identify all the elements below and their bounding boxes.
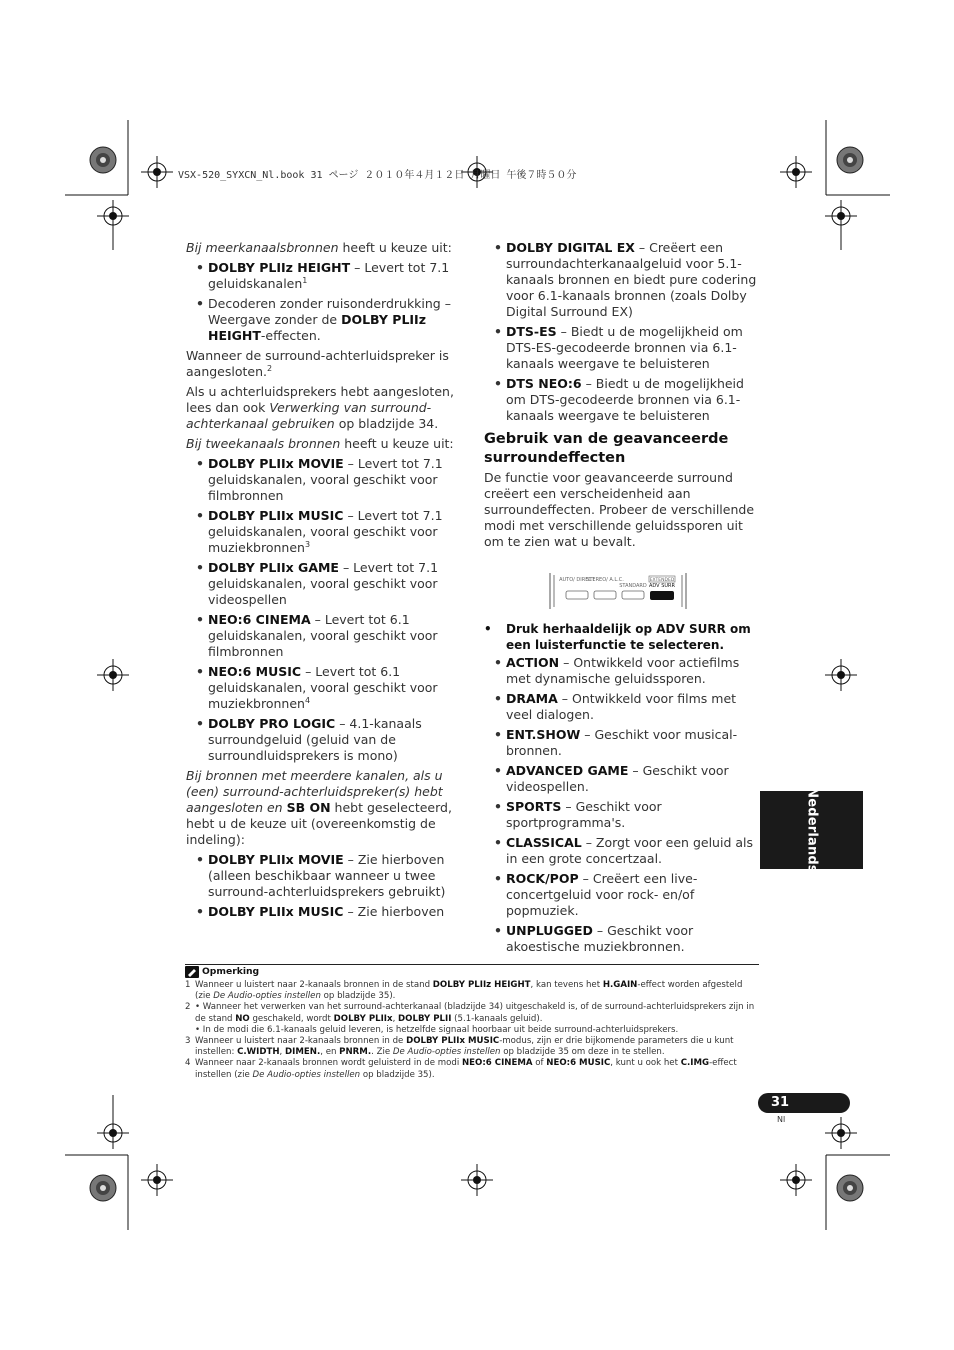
footnote-ref: 2 xyxy=(267,363,273,373)
paragraph xyxy=(186,240,458,256)
footnote xyxy=(185,1058,759,1080)
stereo-alc-button xyxy=(594,591,616,599)
panel-label: AUTO/ DIRECT xyxy=(559,577,595,583)
list-item xyxy=(484,691,758,723)
paragraph xyxy=(186,384,458,432)
page-language-code: Nl xyxy=(777,1115,786,1124)
list-item xyxy=(186,716,458,764)
list-item xyxy=(484,763,758,795)
footnote xyxy=(185,1036,759,1058)
list-item xyxy=(186,296,458,344)
list-item xyxy=(484,835,758,867)
step-text: Druk herhaaldelijk op ADV SURR om een luisterfunctie te selecteren. xyxy=(506,622,751,652)
list-item xyxy=(484,923,758,955)
language-tab-label: Nederlands xyxy=(804,787,819,873)
intro-text: heeft u keuze uit: xyxy=(340,436,454,451)
intro-text: heeft u keuze uit: xyxy=(338,240,452,255)
mode-name: DOLBY PRO LOGIC xyxy=(208,716,336,731)
mode-desc: – Levert tot 7.1 geluidskanalen xyxy=(208,260,450,291)
section-heading: Gebruik van de geavanceerde surroundeffecten xyxy=(484,431,729,466)
mode-desc: – Creëert een surroundachterkanaalgeluid voor 5.1-kanaals bronnen en biedt pure codering voor 6.1-kanaals bronnen (zoals Dolby Digital Surround EX) xyxy=(506,240,757,319)
paragraph xyxy=(186,436,458,452)
instruction-step xyxy=(484,621,758,653)
mode-desc: – Geschikt voor akoestische muziekbronnen. xyxy=(506,923,694,954)
mode-list xyxy=(186,260,458,344)
mode-desc: – Geschikt voor videospellen. xyxy=(506,763,729,794)
footnote-ref: 1 xyxy=(302,275,308,285)
mode-name: DOLBY PLIIx MUSIC xyxy=(208,904,344,919)
right-column xyxy=(484,240,758,554)
footnote-text: Wanneer u luistert naar 2-kanaals bronnen in de DOLBY PLIIx MUSIC-modus, zijn er drie bijkomende parameters die u kunt instellen: C.WIDTH, DIMEN., en PNRM.. Zie De Audio-opties instellen op bladzijde 35 om deze in te stellen. xyxy=(195,1036,734,1058)
footnote-text: • Wanneer het verwerken van het surround-achterkanaal (bladzijde 34) uitgeschakeld is, of de surround-achterluidsprekers zijn in de stand NO geschakeld, wordt DOLBY PLIIx, DOLBY PLII (5.1-kanaals geluid). • In de modi die 6.1-kanaals geluid leveren, is hetzelfde signaal hoorbaar uit beide surround-achterluidsprekers. xyxy=(195,1002,755,1035)
list-item xyxy=(186,664,458,712)
paragraph xyxy=(186,348,458,380)
notes-divider xyxy=(185,964,759,965)
footnote-text: Wanneer u luistert naar 2-kanaals bronnen in de stand DOLBY PLIIz HEIGHT, kan tevens het H.GAIN-effect worden afgesteld (zie De Audio-opties instellen op bladzijde 35). xyxy=(195,980,743,1002)
mode-name: SPORTS xyxy=(506,799,562,814)
mode-desc: – Zie hierboven (alleen beschikbaar wanneer u twee surround-achterluidsprekers gebruikt) xyxy=(208,852,446,899)
footnote-number: 3 xyxy=(185,1036,191,1047)
mode-desc: – Creëert een live-concertgeluid voor rock- en/of popmuziek. xyxy=(506,871,698,918)
footnote-number: 4 xyxy=(185,1058,191,1069)
mode-name: DTS-ES xyxy=(506,324,557,339)
adv-surr-button xyxy=(650,591,674,600)
right-column-lower xyxy=(484,621,758,959)
mode-desc: – Levert tot 6.1 geluidskanalen, vooral geschikt voor filmbronnen xyxy=(208,612,438,659)
mode-desc: – Zorgt voor een geluid als in een grote concertzaal. xyxy=(506,835,753,866)
front-panel-illustration xyxy=(548,573,688,609)
mode-name: DOLBY PLIIx MOVIE xyxy=(208,456,344,471)
adv-surround-mode-list xyxy=(484,655,758,955)
mode-name: DOLBY DIGITAL EX xyxy=(506,240,635,255)
panel-label: STEREO/ A.L.C. xyxy=(586,577,624,583)
list-item xyxy=(186,260,458,292)
mode-name: DOLBY PLIIz HEIGHT xyxy=(208,260,351,275)
mode-desc: Decoderen zonder ruisonderdrukking – Weergave zonder de xyxy=(208,296,451,327)
intro-italic: Bij bronnen met meerdere kanalen, als u (een) surround-achterluidspreker(s) hebt aangesloten en xyxy=(186,768,443,815)
list-item xyxy=(484,240,758,320)
mode-desc: – Biedt u de mogelijkheid om DTS-gecodeerde bronnen via 6.1-kanaals weergave te beluisteren xyxy=(506,376,744,423)
mode-list xyxy=(186,456,458,764)
intro-italic: Bij meerkanaalsbronnen xyxy=(186,240,339,255)
mode-name: DOLBY PLIIz HEIGHT xyxy=(208,312,426,343)
list-item xyxy=(484,799,758,831)
cross-ref: Verwerking van surround-achterkanaal gebruiken xyxy=(186,400,432,431)
mode-name: ADVANCED GAME xyxy=(506,763,629,778)
mode-name: DOLBY PLIIx MOVIE xyxy=(208,852,344,867)
mode-list xyxy=(484,240,758,424)
auto-direct-button xyxy=(566,591,588,599)
standard-button xyxy=(622,591,644,599)
footnote xyxy=(185,1002,759,1036)
mode-desc: – Geschikt voor sportprogramma's. xyxy=(506,799,662,830)
intro-text: hebt geselecteerd, hebt u de keuze uit (overeenkomstig de indeling): xyxy=(186,800,452,847)
mode-desc: – Biedt u de mogelijkheid om DTS-ES-gecodeerde bronnen via 6.1-kanaals weergave te beluisteren xyxy=(506,324,743,371)
intro-italic: Bij tweekanaals bronnen xyxy=(186,436,341,451)
list-item xyxy=(484,324,758,372)
footnote-number: 2 xyxy=(185,1002,191,1013)
list-item xyxy=(186,852,458,900)
list-item xyxy=(186,612,458,660)
mode-name: ENT.SHOW xyxy=(506,727,581,742)
left-column xyxy=(186,240,458,924)
mode-name: ROCK/POP xyxy=(506,871,579,886)
mode-name: NEO:6 CINEMA xyxy=(208,612,311,627)
mode-name: DTS NEO:6 xyxy=(506,376,582,391)
notes-title-text: Opmerking xyxy=(202,966,260,978)
para-text: Als u achterluidsprekers hebt aangesloten, lees dan ook xyxy=(186,384,454,415)
step-bullet: • xyxy=(484,622,492,636)
mode-desc: – Levert tot 6.1 geluidskanalen, vooral geschikt voor muziekbronnen xyxy=(208,664,438,711)
mode-desc: – Zie hierboven xyxy=(343,904,445,919)
list-item xyxy=(484,655,758,687)
mode-list xyxy=(186,852,458,920)
paragraph xyxy=(186,768,458,848)
list-item xyxy=(186,456,458,504)
list-item xyxy=(186,508,458,556)
panel-label: STANDARD xyxy=(619,583,647,589)
footnote-ref: 4 xyxy=(304,695,311,705)
mode-name: ACTION xyxy=(506,655,560,670)
mode-desc: – Levert tot 7.1 geluidskanalen, vooral geschikt voor muziekbronnen xyxy=(208,508,443,555)
list-item xyxy=(484,376,758,424)
print-header: VSX-520_SYXCN_Nl.book 31 ページ ２０１０年４月１２日 月曜日 午後７時５０分 xyxy=(178,170,577,181)
mode-desc: – Ontwikkeld voor actiefilms met dynamische geluidssporen. xyxy=(506,655,740,686)
mode-desc: – Geschikt voor musical-bronnen. xyxy=(506,727,738,758)
setting-name: SB ON xyxy=(286,800,331,815)
paragraph: De functie voor geavanceerde surround creëert een verscheidenheid aan surroundeffecten. Probeer de verschillende modi met verschillende geluidssporen uit om te zien wat u bevalt. xyxy=(484,470,755,549)
mode-desc: -effecten. xyxy=(260,328,321,343)
mode-name: DRAMA xyxy=(506,691,558,706)
footnote-text: Wanneer naar 2-kanaals bronnen wordt geluisterd in de modi NEO:6 CINEMA of NEO:6 MUSIC, kunt u ook het C.IMG-effect instellen (zie De Audio-opties instellen op bladzijde 35). xyxy=(195,1058,737,1080)
para-text: Wanneer de surround-achterluidspreker is aangesloten. xyxy=(186,348,449,379)
footnote-ref: 3 xyxy=(304,539,311,549)
list-item xyxy=(186,560,458,608)
mode-name: CLASSICAL xyxy=(506,835,582,850)
page-number: 31 xyxy=(771,1095,790,1110)
note-icon xyxy=(185,966,199,978)
mode-name: DOLBY PLIIx MUSIC xyxy=(208,508,344,523)
mode-name: UNPLUGGED xyxy=(506,923,593,938)
notes-title xyxy=(185,966,759,978)
mode-name: DOLBY PLIIx GAME xyxy=(208,560,339,575)
list-item xyxy=(484,727,758,759)
language-side-tab xyxy=(760,787,863,873)
mode-desc: – 4.1-kanaals surroundgeluid (geluid van de surroundluidsprekers is mono) xyxy=(208,716,422,763)
mode-desc: – Levert tot 7.1 geluidskanalen, vooral geschikt voor filmbronnen xyxy=(208,456,443,503)
footnote-number: 1 xyxy=(185,980,191,990)
mode-name: NEO:6 MUSIC xyxy=(208,664,302,679)
list-item xyxy=(186,904,458,920)
list-item xyxy=(484,871,758,919)
footnote xyxy=(185,980,759,1002)
panel-label: EXTENDED xyxy=(649,578,675,583)
mode-desc: – Levert tot 7.1 geluidskanalen, vooral geschikt voor videospellen xyxy=(208,560,439,607)
para-text: op bladzijde 34. xyxy=(334,416,439,431)
notes-section xyxy=(185,966,759,1081)
panel-label: ADV SURR xyxy=(649,583,675,589)
mode-desc: – Ontwikkeld voor films met veel dialogen. xyxy=(506,691,737,722)
